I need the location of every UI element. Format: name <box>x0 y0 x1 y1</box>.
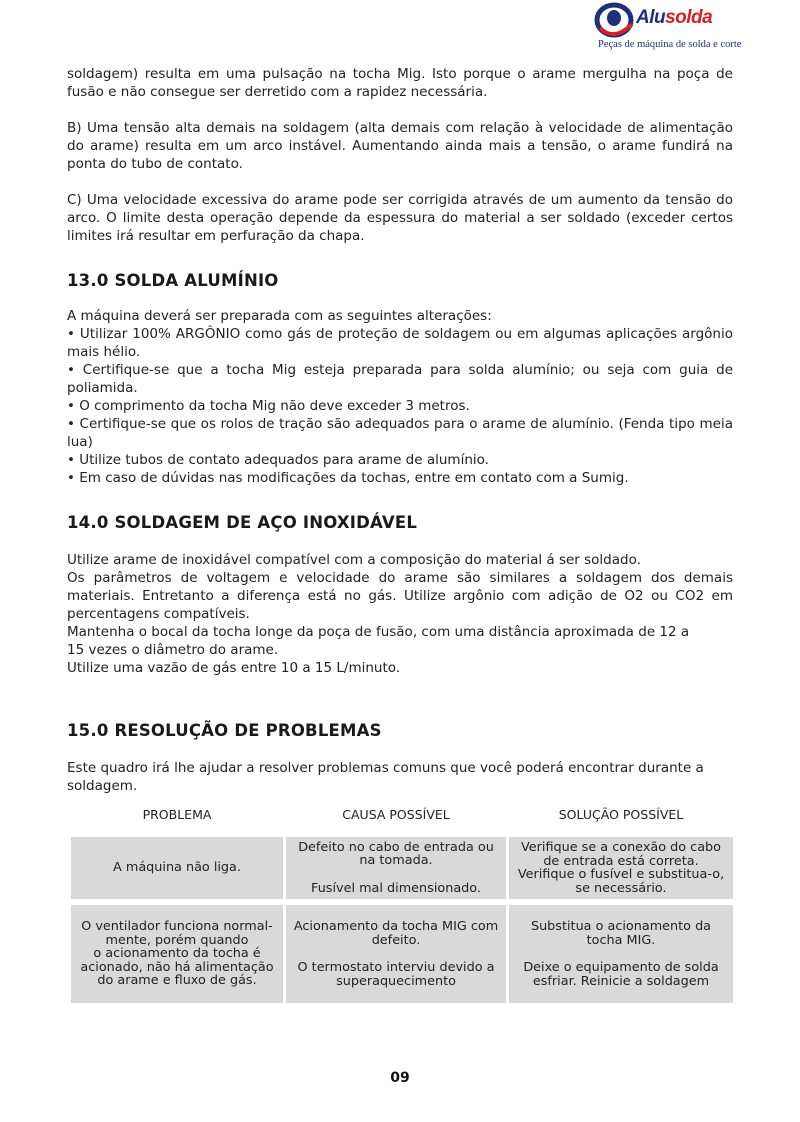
logo-swoosh-icon <box>594 2 642 42</box>
column-header-cause: CAUSA POSSÍVEL <box>342 807 450 822</box>
brand-logo <box>594 2 742 54</box>
section-14-paragraph: 15 vezes o diâmetro do arame. <box>67 642 279 658</box>
section-14-paragraph: Mantenha o bocal da tocha longe da poça de fusão, com uma distância aproximada de 12 a <box>67 624 690 640</box>
list-item: • Certifique-se que a tocha Mig esteja preparada para solda alumínio; ou seja com guia de poliamida. <box>67 362 733 396</box>
logo-tagline: Peças de máquina de solda e corte <box>598 39 742 50</box>
intro-paragraph-c: C) Uma velocidade excessiva do arame pode ser corrigida através de um aumento da tensão do arco. O limite desta operação depende da espessura do material a ser soldado (exceder certos limites irá resultar em perfuração da chapa. <box>67 192 733 244</box>
intro-paragraph-b: B) Uma tensão alta demais na soldagem (alta demais com relação à velocidade de alimentação do arame) resulta em um arco instável. Aumentando ainda mais a tensão, o arame fundirá na ponta do tubo de contato. <box>67 120 733 172</box>
cause-cell: Defeito no cabo de entrada ou na tomada. Fusível mal dimensionado. <box>286 837 506 899</box>
section-13-lead: A máquina deverá ser preparada com as seguintes alterações: <box>67 308 492 324</box>
cause-cell: Acionamento da tocha MIG com defeito. O termostato interviu devido a superaquecimento <box>286 905 506 1003</box>
section-13-title: 13.0 SOLDA ALUMÍNIO <box>67 271 279 290</box>
list-item: • Certifique-se que os rolos de tração são adequados para o arame de alumínio. (Fenda tipo meia lua) <box>67 416 733 450</box>
section-15-intro: Este quadro irá lhe ajudar a resolver problemas comuns que você poderá encontrar durante a soldagem. <box>67 760 704 794</box>
list-item: • Utilizar 100% ARGÔNIO como gás de proteção de soldagem ou em algumas aplicações argônio mais hélio. <box>67 326 733 360</box>
solution-cell: Substitua o acionamento da tocha MIG. Deixe o equipamento de solda esfriar. Reinicie a soldagem <box>509 905 733 1003</box>
list-item: • O comprimento da tocha Mig não deve exceder 3 metros. <box>67 398 470 414</box>
problem-cell: A máquina não liga. <box>71 837 283 899</box>
problem-cell: O ventilador funciona normal- mente, porém quando o acionamento da tocha é acionado, não há alimentação do arame e fluxo de gás. <box>71 905 283 1003</box>
column-header-solution: SOLUÇÃO POSSÍVEL <box>558 807 684 822</box>
table-row <box>71 905 733 1003</box>
section-15-title: 15.0 RESOLUÇÃO DE PROBLEMAS <box>67 721 382 740</box>
logo-wordmark: Alusolda <box>636 7 713 28</box>
list-item: • Utilize tubos de contato adequados para arame de alumínio. <box>67 452 489 468</box>
solution-cell: Verifique se a conexão do cabo de entrada está correta. Verifique o fusível e substitua-o, se necessário. <box>509 837 733 899</box>
section-14-paragraph: Utilize arame de inoxidável compatível com a composição do material á ser soldado. <box>67 552 641 568</box>
table-header-row <box>71 807 733 837</box>
page-content <box>67 65 733 1003</box>
table-row <box>71 837 733 899</box>
section-14-title: 14.0 SOLDAGEM DE AÇO INOXIDÁVEL <box>67 513 418 532</box>
column-header-problem: PROBLEMA <box>142 807 212 822</box>
intro-paragraph-a: soldagem) resulta em uma pulsação na tocha Mig. Isto porque o arame mergulha na poça de fusão e não consegue ser derretido com a rapidez necessária. <box>67 66 733 100</box>
section-14-paragraph: Utilize uma vazão de gás entre 10 a 15 L/minuto. <box>67 660 401 676</box>
list-item: • Em caso de dúvidas nas modificações da tochas, entre em contato com a Sumig. <box>67 470 629 486</box>
section-14-paragraph: Os parâmetros de voltagem e velocidade do arame são similares a soldagem dos demais materiais. Entretanto a diferença está no gás. Utilize argônio com adição de O2 ou CO2 em percentagens compatíveis. <box>67 570 733 622</box>
troubleshooting-table <box>71 807 733 1003</box>
page-number: 09 <box>390 1070 410 1086</box>
